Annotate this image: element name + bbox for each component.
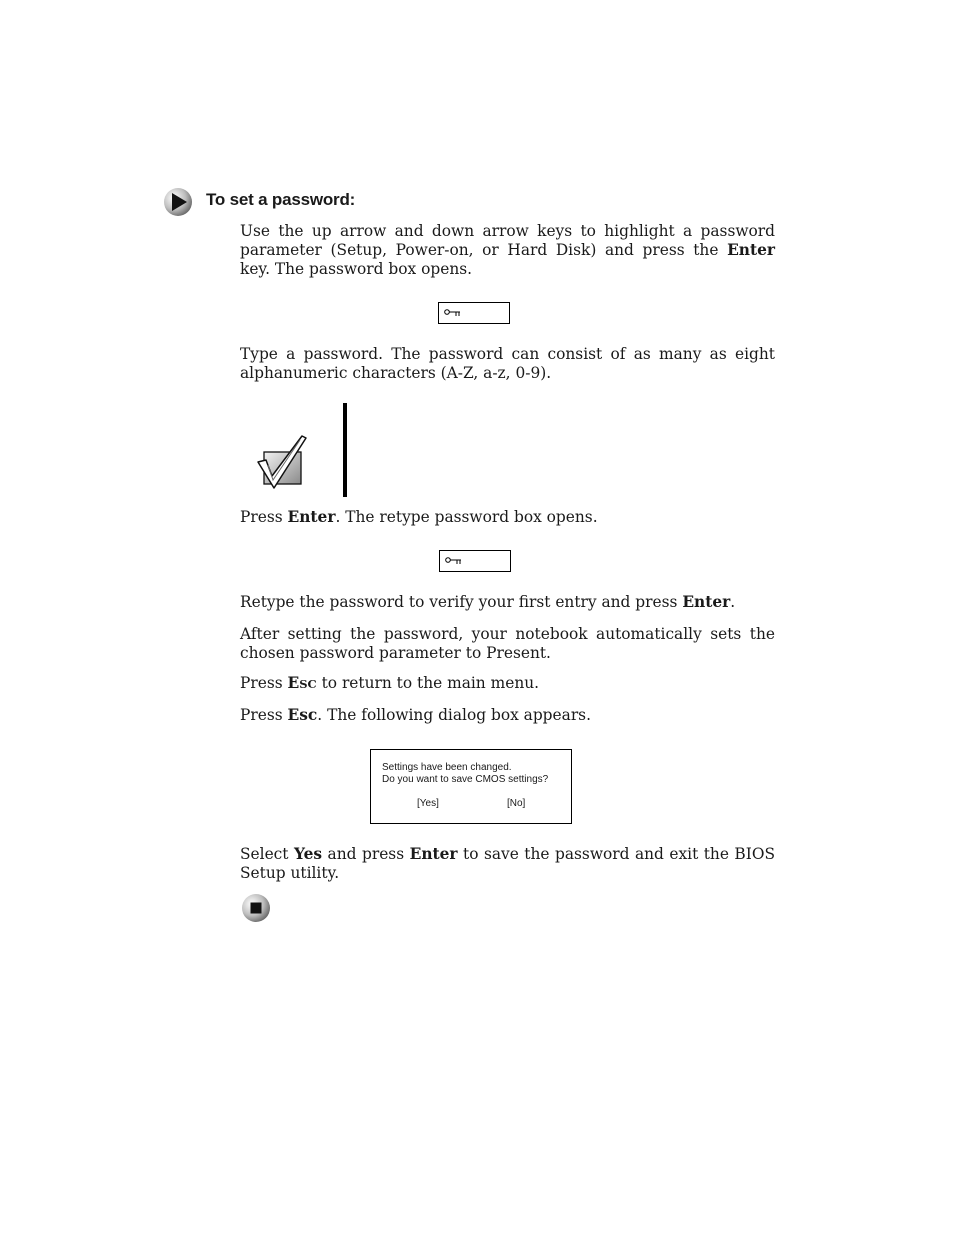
instruction-paragraph: Retype the password to verify your first entry and press Enter. [240,593,736,611]
instruction-paragraph: Type a password. The password can consist of as many as eight alphanumeric characters (A-Z, a-z, 0-9). [240,345,775,382]
password-box [438,302,510,324]
instruction-paragraph: Press ESC to return to the main menu. [240,674,540,692]
instruction-paragraph: After setting the password, your notebook automatically sets the chosen password parameter to Present. [240,625,775,662]
key-icon [444,308,462,318]
dialog-no-button[interactable]: [No] [507,798,526,809]
instruction-paragraph: Select Yes and press Enter to save the password and exit the BIOS Setup utility. [240,845,775,882]
retype-password-box [439,550,511,572]
instruction-paragraph: Press Enter. The retype password box opens. [240,508,598,526]
procedure-arrow-icon [163,187,193,217]
note-divider [343,403,347,497]
dialog-message-line2: Do you want to save CMOS settings? [382,774,549,785]
instruction-paragraph: Press Esc. The following dialog box appears. [240,706,591,724]
procedure-heading: To set a password: [206,190,356,209]
dialog-yes-button[interactable]: [Yes] [417,798,439,809]
key-icon [445,556,463,566]
save-settings-dialog [370,749,572,824]
procedure-end-icon [241,893,271,923]
dialog-message-line1: Settings have been changed. [382,762,512,773]
instruction-paragraph: Use the up arrow and down arrow keys to highlight a password parameter (Setup, Power-on, or Hard Disk) and press the Enter key. The password box opens. [240,222,775,278]
checkmark-note-icon [254,432,310,490]
